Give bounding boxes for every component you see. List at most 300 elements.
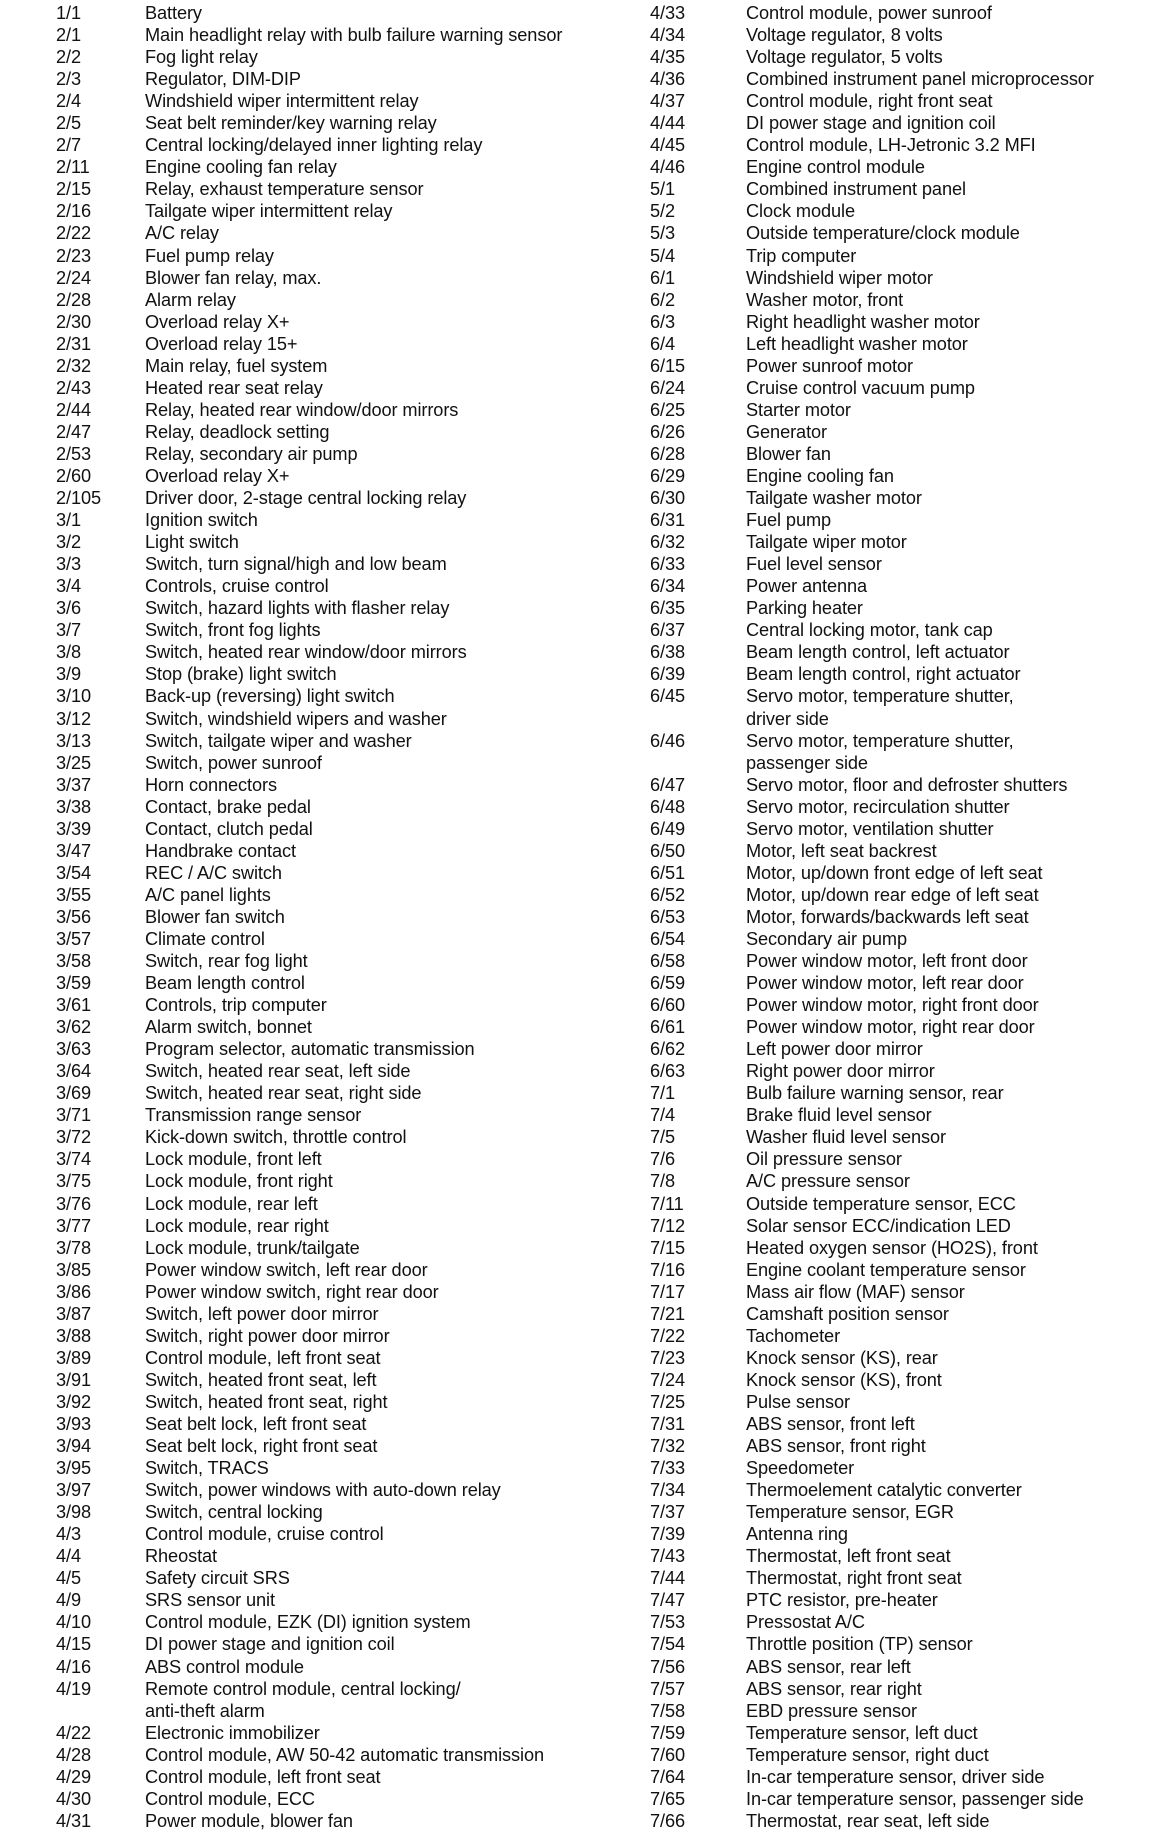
component-description: Blower fan	[746, 443, 831, 464]
component-description: Heated oxygen sensor (HO2S), front	[746, 1237, 1038, 1258]
component-description: Washer fluid level sensor	[746, 1127, 947, 1148]
component-code: 6/50	[650, 840, 685, 861]
legend-row	[650, 1545, 1165, 1567]
component-description: Combined instrument panel microprocessor	[746, 69, 1094, 90]
component-code: 3/62	[56, 1017, 91, 1038]
legend-row	[56, 972, 646, 994]
component-code: 4/16	[56, 1656, 91, 1677]
legend-row	[56, 1545, 646, 1567]
component-code: 6/62	[650, 1039, 685, 1060]
legend-row	[650, 90, 1165, 112]
component-description: DI power stage and ignition coil	[145, 1634, 395, 1655]
component-description: Beam length control, left actuator	[746, 642, 1010, 663]
legend-row	[650, 1435, 1165, 1457]
component-description: Switch, front fog lights	[145, 620, 321, 641]
component-description: Controls, trip computer	[145, 995, 327, 1016]
component-description: Windshield wiper motor	[746, 267, 933, 288]
legend-row	[56, 267, 646, 289]
component-code: 2/32	[56, 355, 91, 376]
component-description: Back-up (reversing) light switch	[145, 686, 395, 707]
component-description: Tachometer	[746, 1325, 841, 1346]
component-description: Handbrake contact	[145, 840, 296, 861]
component-description: passenger side	[746, 752, 868, 773]
legend-row	[56, 178, 646, 200]
component-code: 3/91	[56, 1369, 91, 1390]
legend-row	[650, 752, 1165, 774]
legend-row	[56, 487, 646, 509]
component-description: Contact, clutch pedal	[145, 818, 313, 839]
component-code: 2/60	[56, 465, 91, 486]
legend-row	[650, 399, 1165, 421]
legend-row	[650, 178, 1165, 200]
component-code: 3/98	[56, 1502, 91, 1523]
component-description: Controls, cruise control	[145, 576, 329, 597]
component-code: 3/64	[56, 1061, 91, 1082]
component-description: Remote control module, central locking/	[145, 1678, 461, 1699]
component-description: Temperature sensor, left duct	[746, 1722, 978, 1743]
component-code: 1/1	[56, 3, 81, 23]
component-description: Power window motor, left rear door	[746, 973, 1024, 994]
component-code: 3/74	[56, 1149, 91, 1170]
component-description: Switch, turn signal/high and low beam	[145, 554, 447, 575]
component-description: Engine cooling fan relay	[145, 157, 337, 178]
component-description: SRS sensor unit	[145, 1590, 275, 1611]
component-code: 6/37	[650, 620, 685, 641]
component-code: 3/63	[56, 1039, 91, 1060]
component-code: 7/65	[650, 1788, 685, 1809]
component-code: 3/6	[56, 598, 81, 619]
component-description: Driver door, 2-stage central locking relay	[145, 488, 467, 509]
component-description: Beam length control	[145, 973, 305, 994]
component-description: Right headlight washer motor	[746, 311, 980, 332]
component-description: Switch, left power door mirror	[145, 1303, 379, 1324]
legend-row	[650, 1060, 1165, 1082]
legend-row	[650, 1170, 1165, 1192]
component-description: Fuel pump relay	[145, 245, 274, 266]
component-code: 7/53	[650, 1612, 685, 1633]
component-code: 7/22	[650, 1325, 685, 1346]
component-description: Tailgate washer motor	[746, 488, 922, 509]
component-code: 2/47	[56, 421, 91, 442]
component-description: Oil pressure sensor	[746, 1149, 902, 1170]
component-code: 3/37	[56, 774, 91, 795]
component-code: 6/3	[650, 311, 675, 332]
component-description: anti-theft alarm	[145, 1700, 265, 1721]
component-code: 6/46	[650, 730, 685, 751]
legend-row	[650, 730, 1165, 752]
component-code: 6/38	[650, 642, 685, 663]
component-description: ABS sensor, rear left	[746, 1656, 911, 1677]
component-code: 4/15	[56, 1634, 91, 1655]
component-code: 4/28	[56, 1744, 91, 1765]
component-description: Blower fan relay, max.	[145, 267, 322, 288]
legend-row	[56, 1413, 646, 1435]
component-code: 3/3	[56, 554, 81, 575]
component-code: 7/25	[650, 1391, 685, 1412]
component-description: Solar sensor ECC/indication LED	[746, 1215, 1011, 1236]
component-description: Left power door mirror	[746, 1039, 923, 1060]
component-code: 3/1	[56, 510, 81, 531]
legend-row	[56, 950, 646, 972]
component-description: Switch, power windows with auto-down relay	[145, 1480, 501, 1501]
legend-row	[56, 641, 646, 663]
legend-row	[56, 465, 646, 487]
component-code: 2/1	[56, 25, 81, 46]
legend-row	[650, 1766, 1165, 1788]
component-code: 7/11	[650, 1193, 684, 1214]
component-code: 5/4	[650, 245, 675, 266]
legend-row	[650, 1567, 1165, 1589]
component-description: Seat belt reminder/key warning relay	[145, 113, 437, 134]
component-code: 6/59	[650, 973, 685, 994]
legend-row	[56, 245, 646, 267]
component-code: 3/7	[56, 620, 81, 641]
component-code: 4/35	[650, 47, 685, 68]
component-description: Overload relay X+	[145, 465, 290, 486]
component-code: 4/9	[56, 1590, 81, 1611]
component-description: Thermostat, left front seat	[746, 1546, 951, 1567]
component-description: Switch, heated rear seat, right side	[145, 1083, 422, 1104]
legend-row	[56, 1303, 646, 1325]
component-description: Switch, power sunroof	[145, 752, 322, 773]
component-code: 6/54	[650, 928, 685, 949]
legend-row	[56, 333, 646, 355]
legend-row	[650, 1479, 1165, 1501]
legend-row	[650, 950, 1165, 972]
legend-row	[650, 1082, 1165, 1104]
legend-row	[56, 1347, 646, 1369]
component-description: Blower fan switch	[145, 906, 285, 927]
legend-row	[650, 531, 1165, 553]
component-description: Windshield wiper intermittent relay	[145, 91, 419, 112]
component-code: 7/12	[650, 1215, 685, 1236]
component-description: In-car temperature sensor, driver side	[746, 1766, 1045, 1787]
component-code: 6/51	[650, 862, 685, 883]
legend-row	[650, 1457, 1165, 1479]
legend-row	[650, 267, 1165, 289]
component-code: 6/39	[650, 664, 685, 685]
legend-row	[650, 663, 1165, 685]
component-code: 6/63	[650, 1061, 685, 1082]
component-code: 6/32	[650, 532, 685, 553]
component-description: Transmission range sensor	[145, 1105, 362, 1126]
legend-row	[650, 1148, 1165, 1170]
component-code: 7/64	[650, 1766, 685, 1787]
component-description: Seat belt lock, left front seat	[145, 1414, 367, 1434]
legend-row	[650, 1523, 1165, 1545]
component-code: 6/1	[650, 267, 675, 288]
component-code: 3/69	[56, 1083, 91, 1104]
legend-row	[56, 730, 646, 752]
legend-row	[56, 112, 646, 134]
component-description: Relay, exhaust temperature sensor	[145, 179, 424, 200]
component-code: 3/77	[56, 1215, 91, 1236]
component-code: 7/8	[650, 1171, 675, 1192]
component-code: 5/3	[650, 223, 675, 244]
legend-row	[650, 884, 1165, 906]
legend-row	[650, 222, 1165, 244]
component-code: 7/37	[650, 1502, 685, 1523]
component-description: Servo motor, ventilation shutter	[746, 818, 994, 839]
component-code: 7/56	[650, 1656, 685, 1677]
component-code: 3/86	[56, 1281, 91, 1302]
legend-row	[56, 1589, 646, 1611]
legend-row	[56, 1082, 646, 1104]
legend-row	[56, 663, 646, 685]
legend-row	[56, 1215, 646, 1237]
legend-row	[650, 311, 1165, 333]
component-description: Switch, windshield wipers and washer	[145, 708, 447, 729]
component-description: Switch, heated rear window/door mirrors	[145, 642, 467, 663]
legend-row	[56, 1788, 646, 1810]
component-code: 3/89	[56, 1347, 91, 1368]
component-code: 2/24	[56, 267, 91, 288]
component-code: 7/66	[650, 1810, 685, 1831]
legend-row	[56, 906, 646, 928]
component-description: Climate control	[145, 928, 265, 949]
legend-row	[650, 1016, 1165, 1038]
component-description: Battery	[145, 3, 202, 23]
component-code: 6/60	[650, 995, 685, 1016]
legend-row	[650, 421, 1165, 443]
component-code: 4/22	[56, 1722, 91, 1743]
legend-row	[56, 443, 646, 465]
component-code: 7/4	[650, 1105, 675, 1126]
component-code: 3/56	[56, 906, 91, 927]
component-code: 4/45	[650, 135, 685, 156]
component-code: 4/37	[650, 91, 685, 112]
component-code: 4/46	[650, 157, 685, 178]
component-description: Outside temperature/clock module	[746, 223, 1020, 244]
component-description: Alarm switch, bonnet	[145, 1017, 312, 1038]
component-description: Switch, TRACS	[145, 1458, 269, 1479]
component-code: 4/31	[56, 1810, 91, 1831]
component-code: 4/19	[56, 1678, 91, 1699]
legend-row	[650, 597, 1165, 619]
component-description: Relay, deadlock setting	[145, 421, 330, 442]
component-code: 3/8	[56, 642, 81, 663]
component-code: 2/105	[56, 488, 102, 509]
legend-row	[56, 1457, 646, 1479]
legend-row	[650, 840, 1165, 862]
legend-row	[650, 134, 1165, 156]
legend-row	[650, 1281, 1165, 1303]
component-description: Antenna ring	[746, 1524, 848, 1545]
legend-row	[650, 487, 1165, 509]
legend-row	[650, 1126, 1165, 1148]
component-description: Temperature sensor, EGR	[746, 1502, 954, 1523]
component-code: 2/4	[56, 91, 81, 112]
component-description: ABS sensor, front left	[746, 1414, 915, 1434]
legend-row	[650, 862, 1165, 884]
component-description: ABS sensor, rear right	[746, 1678, 922, 1699]
legend-row	[650, 46, 1165, 68]
component-description: DI power stage and ignition coil	[746, 113, 996, 134]
component-description: Fuel level sensor	[746, 554, 882, 575]
component-code: 3/92	[56, 1391, 91, 1412]
component-code: 6/45	[650, 686, 685, 707]
component-description: Left headlight washer motor	[746, 333, 968, 354]
legend-row	[650, 465, 1165, 487]
component-code: 6/58	[650, 951, 685, 972]
component-description: Power window switch, right rear door	[145, 1281, 439, 1302]
component-description: Kick-down switch, throttle control	[145, 1127, 407, 1148]
legend-row	[650, 245, 1165, 267]
component-code: 6/52	[650, 884, 685, 905]
legend-row	[650, 1633, 1165, 1655]
component-description: A/C pressure sensor	[746, 1171, 910, 1192]
component-description: Lock module, trunk/tailgate	[145, 1237, 360, 1258]
component-description: Throttle position (TP) sensor	[746, 1634, 973, 1655]
component-code: 6/2	[650, 289, 675, 310]
component-code: 6/33	[650, 554, 685, 575]
legend-row	[56, 840, 646, 862]
component-code: 6/49	[650, 818, 685, 839]
component-code: 7/21	[650, 1303, 685, 1324]
legend-row	[650, 1193, 1165, 1215]
component-description: Pulse sensor	[746, 1391, 850, 1412]
legend-column-left	[56, 2, 646, 1832]
component-code: 3/95	[56, 1458, 91, 1479]
legend-row	[650, 708, 1165, 730]
component-description: PTC resistor, pre-heater	[746, 1590, 938, 1611]
legend-row	[56, 1281, 646, 1303]
component-description: Voltage regulator, 8 volts	[746, 25, 943, 46]
component-description: Seat belt lock, right front seat	[145, 1436, 378, 1457]
component-code: 6/31	[650, 510, 685, 531]
component-description: Control module, power sunroof	[746, 3, 992, 23]
component-code: 7/24	[650, 1369, 685, 1390]
component-code: 2/16	[56, 201, 91, 222]
legend-row	[56, 1369, 646, 1391]
legend-row	[56, 796, 646, 818]
component-code: 7/59	[650, 1722, 685, 1743]
component-code: 6/61	[650, 1017, 685, 1038]
legend-row	[56, 1633, 646, 1655]
component-description: Relay, heated rear window/door mirrors	[145, 399, 459, 420]
component-description: Lock module, rear left	[145, 1193, 318, 1214]
component-code: 6/15	[650, 355, 685, 376]
component-code: 3/78	[56, 1237, 91, 1258]
component-code: 4/4	[56, 1546, 81, 1567]
legend-row	[650, 928, 1165, 950]
component-description: Alarm relay	[145, 289, 236, 310]
legend-row	[650, 685, 1165, 707]
component-code: 3/13	[56, 730, 91, 751]
component-description: In-car temperature sensor, passenger side	[746, 1788, 1084, 1809]
component-description: Relay, secondary air pump	[145, 443, 358, 464]
legend-row	[56, 1016, 646, 1038]
component-code: 6/53	[650, 906, 685, 927]
component-description: Ignition switch	[145, 510, 258, 531]
component-code: 6/28	[650, 443, 685, 464]
component-description: Switch, rear fog light	[145, 951, 308, 972]
legend-row	[56, 222, 646, 244]
legend-row	[650, 509, 1165, 531]
legend-row	[650, 200, 1165, 222]
component-description: Voltage regulator, 5 volts	[746, 47, 943, 68]
component-description: Secondary air pump	[746, 928, 907, 949]
component-description: A/C panel lights	[145, 884, 271, 905]
legend-row	[56, 46, 646, 68]
legend-row	[56, 1744, 646, 1766]
component-description: Servo motor, recirculation shutter	[746, 796, 1010, 817]
component-code: 4/30	[56, 1788, 91, 1809]
component-code: 2/15	[56, 179, 91, 200]
legend-row	[56, 928, 646, 950]
legend-row	[56, 1104, 646, 1126]
component-code: 3/55	[56, 884, 91, 905]
component-description: Switch, tailgate wiper and washer	[145, 730, 412, 751]
component-code: 2/3	[56, 69, 81, 90]
legend-row	[650, 443, 1165, 465]
legend-row	[56, 774, 646, 796]
component-code: 3/75	[56, 1171, 91, 1192]
component-description: Switch, right power door mirror	[145, 1325, 390, 1346]
component-code: 7/33	[650, 1458, 685, 1479]
component-description: Temperature sensor, right duct	[746, 1744, 989, 1765]
legend-row	[650, 1413, 1165, 1435]
legend-row	[56, 597, 646, 619]
legend-column-right	[650, 2, 1165, 1832]
component-description: Servo motor, temperature shutter,	[746, 686, 1014, 707]
component-description: Heated rear seat relay	[145, 377, 323, 398]
component-description: Engine control module	[746, 157, 925, 178]
component-code: 3/57	[56, 928, 91, 949]
component-code: 4/10	[56, 1612, 91, 1633]
component-description: Central locking motor, tank cap	[746, 620, 993, 641]
legend-row	[650, 774, 1165, 796]
component-code: 6/48	[650, 796, 685, 817]
component-description: Fuel pump	[746, 510, 832, 531]
component-description: Mass air flow (MAF) sensor	[746, 1281, 965, 1302]
component-description: Servo motor, temperature shutter,	[746, 730, 1014, 751]
component-description: Power antenna	[746, 576, 868, 597]
legend-row	[56, 575, 646, 597]
legend-row	[56, 399, 646, 421]
legend-row	[56, 862, 646, 884]
legend-row	[56, 1567, 646, 1589]
legend-row	[56, 685, 646, 707]
component-description: Outside temperature sensor, ECC	[746, 1193, 1016, 1214]
component-description: Right power door mirror	[746, 1061, 935, 1082]
legend-row	[56, 90, 646, 112]
component-code: 6/4	[650, 333, 675, 354]
legend-row	[650, 1259, 1165, 1281]
legend-row	[650, 575, 1165, 597]
component-code: 3/12	[56, 708, 91, 729]
component-code: 6/35	[650, 598, 685, 619]
component-description: Motor, up/down rear edge of left seat	[746, 884, 1039, 905]
component-code: 3/54	[56, 862, 91, 883]
component-code: 6/26	[650, 421, 685, 442]
legend-row	[650, 2, 1165, 24]
component-code: 3/61	[56, 995, 91, 1016]
component-code: 7/32	[650, 1436, 685, 1457]
component-code: 3/76	[56, 1193, 91, 1214]
component-code: 2/31	[56, 333, 91, 354]
legend-row	[650, 1237, 1165, 1259]
component-code: 3/38	[56, 796, 91, 817]
component-description: Power window motor, right rear door	[746, 1017, 1035, 1038]
component-description: Brake fluid level sensor	[746, 1105, 932, 1126]
legend-row	[56, 421, 646, 443]
component-code: 4/34	[650, 25, 685, 46]
legend-row	[650, 1678, 1165, 1700]
component-code: 7/60	[650, 1744, 685, 1765]
component-description: Engine coolant temperature sensor	[746, 1259, 1026, 1280]
component-description: Clock module	[746, 201, 855, 222]
